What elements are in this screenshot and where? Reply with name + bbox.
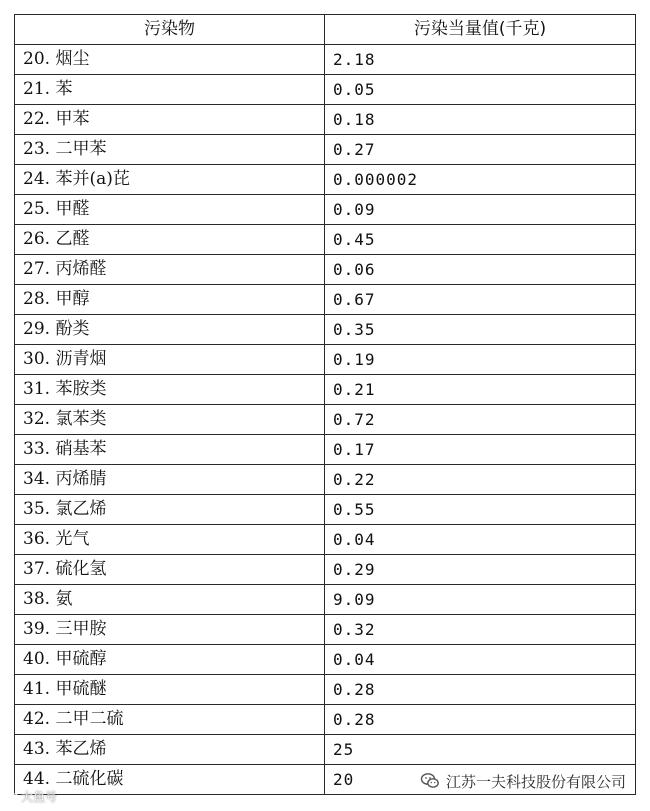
pollutant-name: 36. 光气	[15, 525, 325, 555]
pollutant-name: 43. 苯乙烯	[15, 735, 325, 765]
pollutant-name: 21. 苯	[15, 75, 325, 105]
equivalent-value: 0.35	[325, 315, 636, 345]
equivalent-value: 2.18	[325, 45, 636, 75]
equivalent-value: 0.21	[325, 375, 636, 405]
pollutant-name: 42. 二甲二硫	[15, 705, 325, 735]
table-row	[15, 495, 636, 525]
table-row	[15, 675, 636, 705]
pollutant-name: 34. 丙烯腈	[15, 465, 325, 495]
table-row	[15, 465, 636, 495]
table-row	[15, 645, 636, 675]
table-row	[15, 405, 636, 435]
equivalent-value: 0.000002	[325, 165, 636, 195]
equivalent-value: 0.45	[325, 225, 636, 255]
source-name: 大鱼号	[21, 790, 58, 804]
equivalent-value: 0.04	[325, 645, 636, 675]
pollutant-name: 32. 氯苯类	[15, 405, 325, 435]
table-row	[15, 315, 636, 345]
pollutant-name: 28. 甲醇	[15, 285, 325, 315]
pollutant-name: 39. 三甲胺	[15, 615, 325, 645]
company-name: 江苏一夫科技股份有限公司	[445, 772, 626, 791]
table-row	[15, 525, 636, 555]
table-row	[15, 615, 636, 645]
equivalent-value: 20	[325, 765, 636, 795]
table-header-row	[15, 15, 636, 45]
pollutant-name: 41. 甲硫醚	[15, 675, 325, 705]
table-row	[15, 225, 636, 255]
equivalent-value: 25	[325, 735, 636, 765]
equivalent-value: 0.09	[325, 195, 636, 225]
table-row	[15, 165, 636, 195]
equivalent-value: 9.09	[325, 585, 636, 615]
table-row	[15, 555, 636, 585]
pollutant-name: 31. 苯胺类	[15, 375, 325, 405]
table-row	[15, 345, 636, 375]
pollutant-name: 44. 二硫化碳	[15, 765, 325, 795]
table-row	[15, 45, 636, 75]
pollutant-name: 37. 硫化氢	[15, 555, 325, 585]
table-row	[15, 735, 636, 765]
table-row	[15, 375, 636, 405]
pollutant-name: 22. 甲苯	[15, 105, 325, 135]
equivalent-value: 0.32	[325, 615, 636, 645]
table-row	[15, 585, 636, 615]
camera-icon	[4, 790, 18, 804]
table-row	[15, 135, 636, 165]
equivalent-value: 0.06	[325, 255, 636, 285]
table-row	[15, 435, 636, 465]
header-equivalent-value: 污染当量值(千克)	[325, 15, 636, 45]
pollutant-name: 20. 烟尘	[15, 45, 325, 75]
pollutant-name: 25. 甲醛	[15, 195, 325, 225]
table-row	[15, 105, 636, 135]
pollutant-name: 29. 酚类	[15, 315, 325, 345]
wechat-icon	[420, 771, 440, 791]
table-row	[15, 705, 636, 735]
pollutant-name: 23. 二甲苯	[15, 135, 325, 165]
header-pollutant: 污染物	[15, 15, 325, 45]
equivalent-value: 0.17	[325, 435, 636, 465]
pollutant-name: 35. 氯乙烯	[15, 495, 325, 525]
table-row	[15, 285, 636, 315]
pollutant-name: 30. 沥青烟	[15, 345, 325, 375]
pollutant-name: 26. 乙醛	[15, 225, 325, 255]
equivalent-value: 0.28	[325, 705, 636, 735]
equivalent-value: 0.29	[325, 555, 636, 585]
table-row	[15, 255, 636, 285]
pollutant-name: 40. 甲硫醇	[15, 645, 325, 675]
equivalent-value: 0.55	[325, 495, 636, 525]
pollutant-name: 33. 硝基苯	[15, 435, 325, 465]
pollutant-name: 38. 氨	[15, 585, 325, 615]
pollutant-name: 27. 丙烯醛	[15, 255, 325, 285]
equivalent-value: 0.22	[325, 465, 636, 495]
equivalent-value: 0.28	[325, 675, 636, 705]
company-watermark	[416, 768, 632, 794]
equivalent-value: 0.72	[325, 405, 636, 435]
equivalent-value: 0.05	[325, 75, 636, 105]
pollutant-table	[14, 14, 636, 795]
equivalent-value: 0.04	[325, 525, 636, 555]
table-row	[15, 75, 636, 105]
source-watermark	[4, 788, 57, 805]
table-row	[15, 195, 636, 225]
pollutant-name: 24. 苯并(a)芘	[15, 165, 325, 195]
equivalent-value: 0.67	[325, 285, 636, 315]
equivalent-value: 0.27	[325, 135, 636, 165]
equivalent-value: 0.19	[325, 345, 636, 375]
equivalent-value: 0.18	[325, 105, 636, 135]
